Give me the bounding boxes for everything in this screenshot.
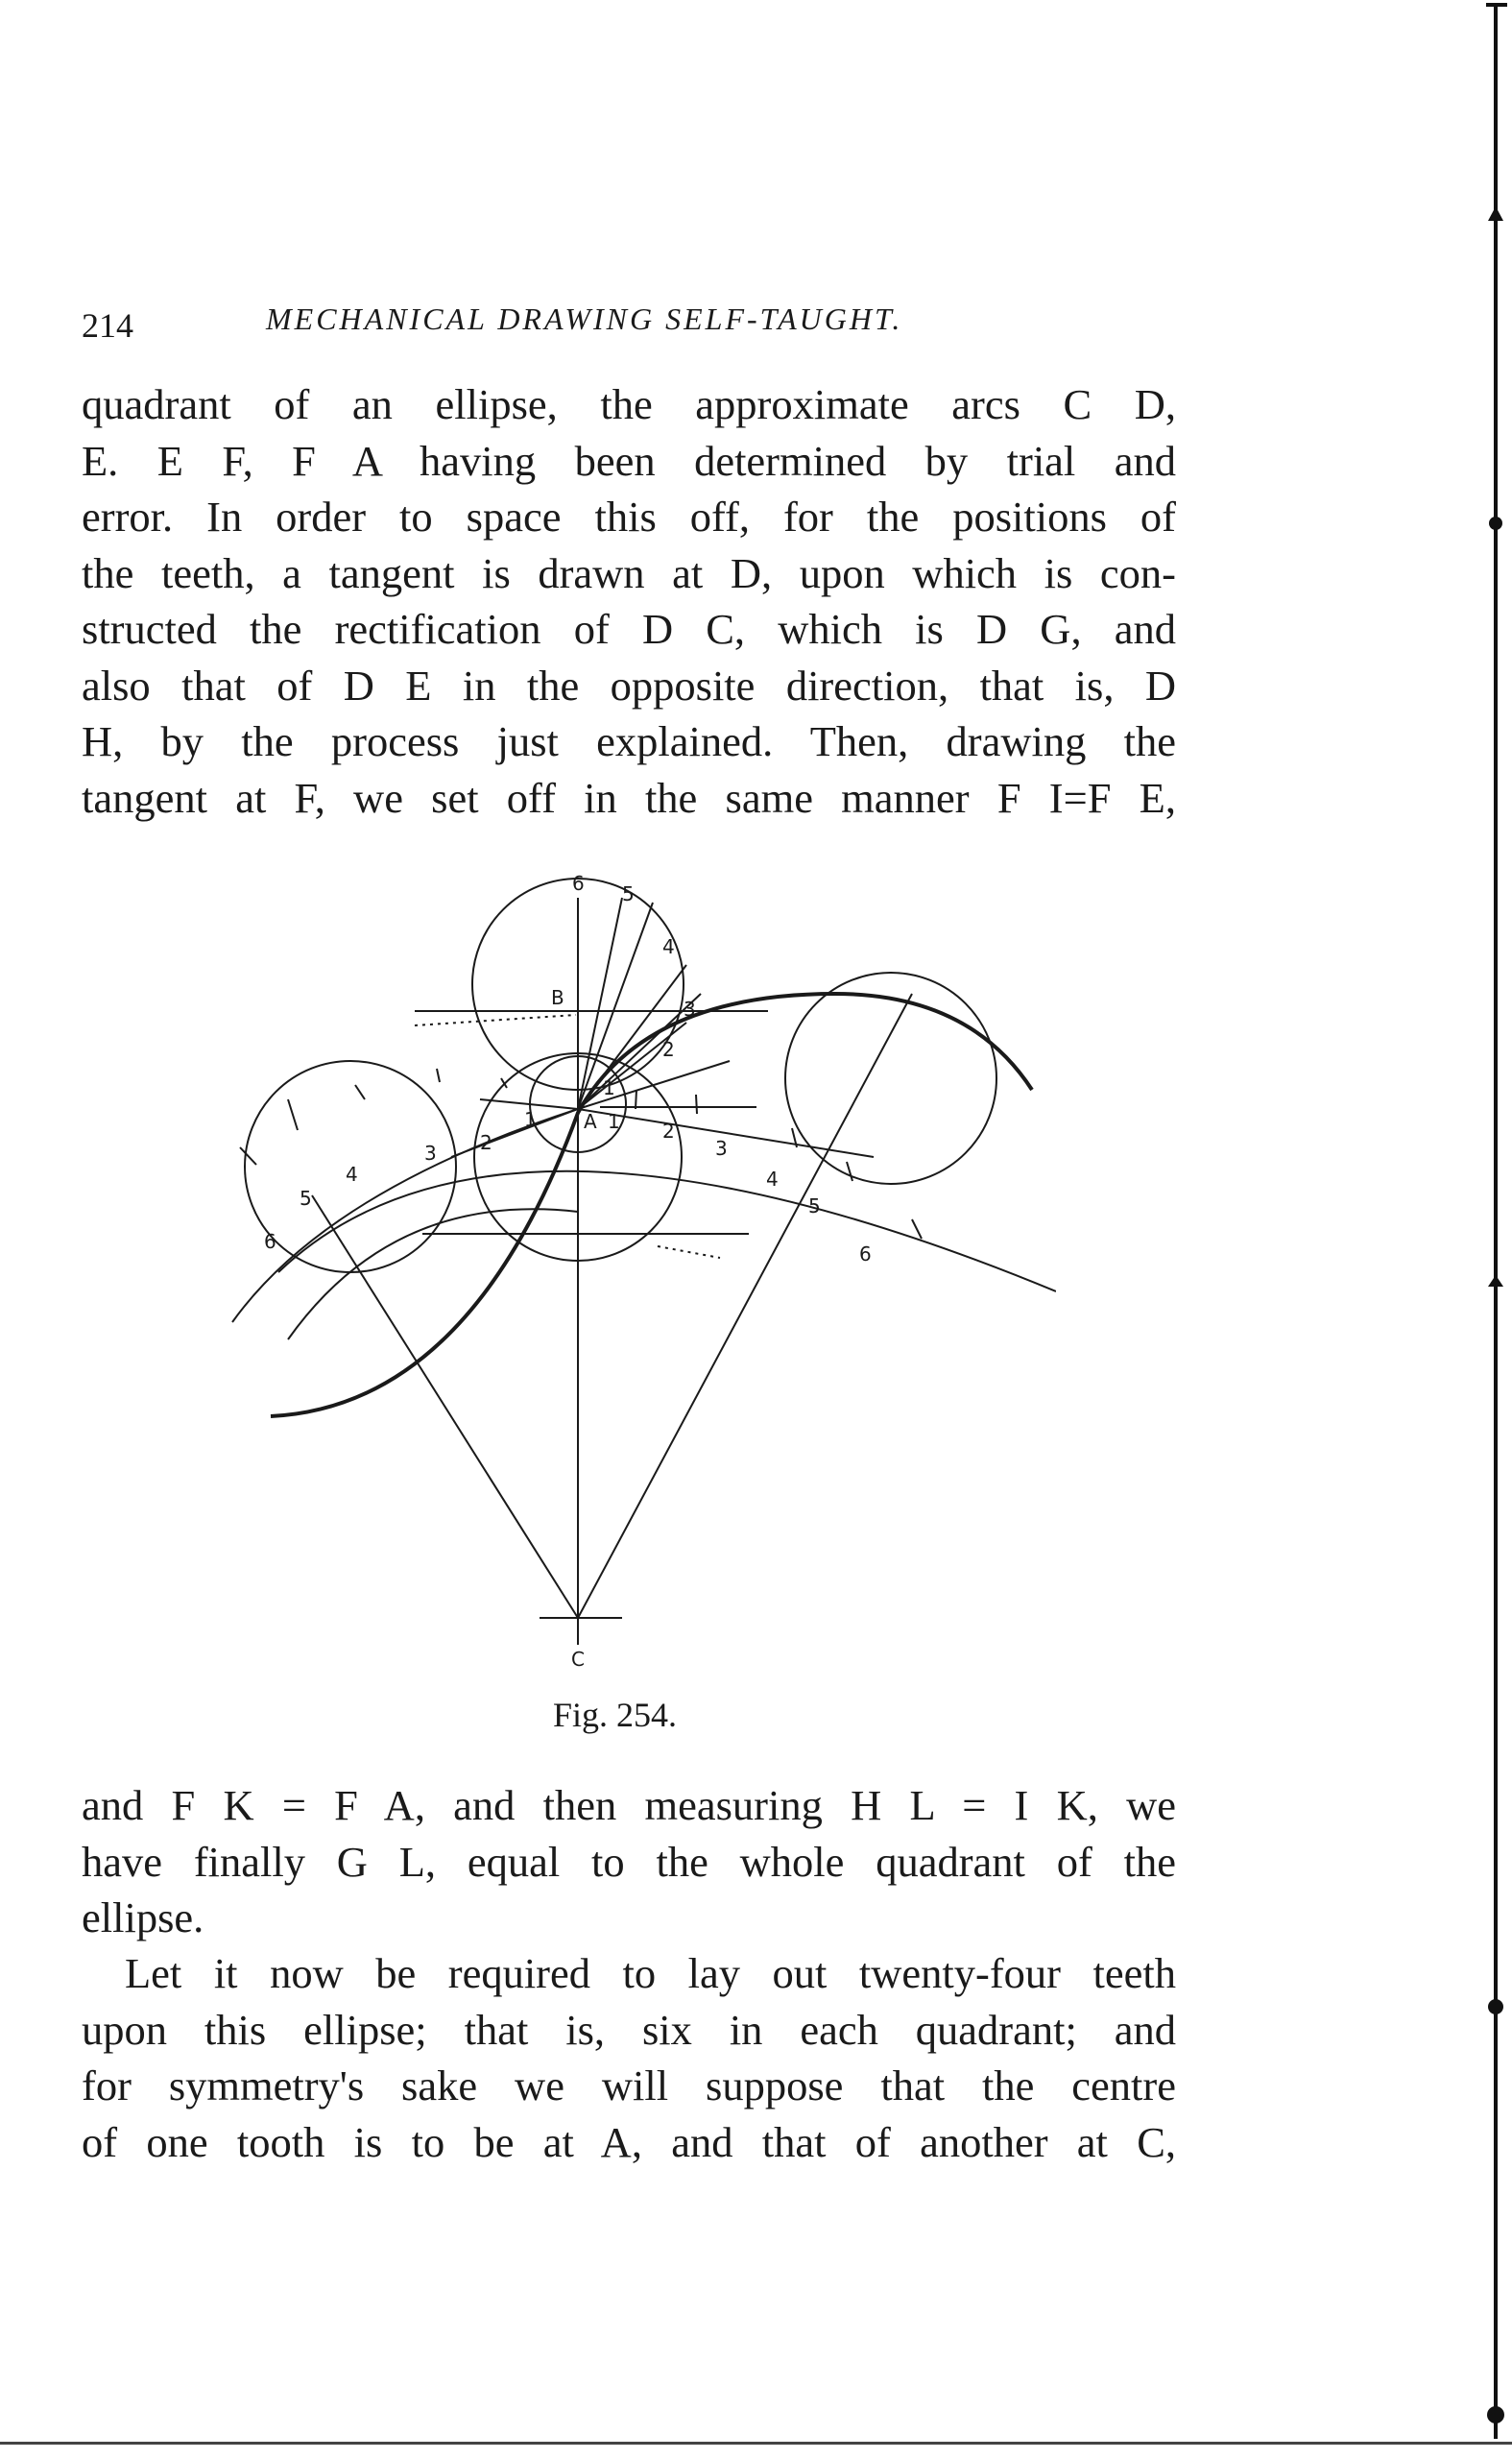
- label-right-3: 3: [715, 1137, 728, 1160]
- binding-edge-rule: [1469, 0, 1512, 2459]
- label-left-2: 2: [480, 1131, 492, 1154]
- running-title: MECHANICAL DRAWING SELF-TAUGHT.: [266, 301, 903, 336]
- circle-right: [785, 973, 996, 1184]
- radial-line-left: [312, 1195, 578, 1618]
- ellipse-quadrant-bold: [271, 994, 1032, 1416]
- label-top-1: 1: [603, 1076, 615, 1099]
- paragraph-2: [82, 1777, 1176, 1946]
- label-left-4: 4: [346, 1163, 358, 1186]
- label-top-3: 3: [684, 998, 696, 1021]
- guide-dashed-low: [658, 1246, 720, 1258]
- figure-caption: Fig. 254.: [553, 1696, 678, 1734]
- ellipse-arc-lower: [288, 1209, 578, 1339]
- label-left-5: 5: [300, 1187, 312, 1210]
- label-left-3: 3: [424, 1142, 437, 1165]
- label-b: B: [551, 986, 564, 1009]
- text-line: structed the rectification of D C, which is D G, and: [82, 605, 1176, 653]
- label-top-6: 6: [572, 872, 585, 895]
- text-line: for symmetry's sake we will suppose that the centre: [82, 2061, 1176, 2109]
- text-line: quadrant of an ellipse, the approximate arcs C D,: [82, 380, 1176, 428]
- tick-right-3: [696, 1095, 697, 1114]
- label-c: C: [571, 1648, 585, 1671]
- text-line: also that of D E in the opposite direction, that is, D: [82, 661, 1176, 710]
- text-line: error. In order to space this off, for the positions of: [82, 493, 1176, 541]
- text-line: tangent at F, we set off in the same manner F I=F E,: [82, 773, 1176, 822]
- ellipse-arc-left: [232, 1109, 578, 1322]
- label-right-1: 1: [608, 1110, 620, 1133]
- text-line: the teeth, a tangent is drawn at D, upon which is con-: [82, 548, 1176, 597]
- tick-left-3: [437, 1069, 440, 1082]
- text-line: H, by the process just explained. Then, drawing the: [82, 717, 1176, 765]
- tick-left-6: [240, 1147, 256, 1165]
- radial-line-8: [451, 1109, 578, 1157]
- label-left-6: 6: [264, 1230, 276, 1253]
- tick-left-5: [288, 1099, 298, 1130]
- label-a: A: [584, 1110, 597, 1133]
- running-header: [82, 296, 1176, 344]
- text-line: have finally G L, equal to the whole quadrant of the: [82, 1837, 1176, 1886]
- label-top-4: 4: [662, 935, 675, 958]
- label-top-2: 2: [662, 1038, 675, 1061]
- label-left-1: 1: [524, 1108, 537, 1131]
- paragraph-3: [82, 1945, 1176, 2170]
- label-top-5: 5: [622, 882, 635, 905]
- text-line: upon this ellipse; that is, six in each quadrant; and: [82, 2005, 1176, 2054]
- page-number: 214: [82, 306, 133, 345]
- figure-254-diagram: [163, 869, 1056, 1685]
- text-line: Let it now be required to lay out twenty-four teeth: [125, 1949, 1176, 1997]
- label-right-4: 4: [766, 1168, 779, 1191]
- text-line: ellipse.: [82, 1893, 204, 1941]
- text-line: E. E F, F A having been determined by trial and: [82, 436, 1176, 485]
- guide-dashed-top: [415, 1015, 576, 1025]
- tick-left-4: [355, 1085, 365, 1099]
- label-right-2: 2: [662, 1120, 675, 1143]
- label-right-5: 5: [808, 1194, 821, 1217]
- tick-right-5: [847, 1162, 852, 1181]
- text-line: of one tooth is to be at A, and that of another at C,: [82, 2117, 1176, 2166]
- bottom-edge-rule: [0, 2442, 1512, 2445]
- radial-line-3: [578, 1061, 730, 1109]
- text-line: and F K = F A, and then measuring H L = I K, we: [82, 1781, 1176, 1829]
- tick-right-6: [912, 1219, 922, 1239]
- radial-line-right: [578, 994, 912, 1618]
- paragraph-1: [82, 376, 1176, 826]
- label-right-6: 6: [859, 1242, 872, 1266]
- ellipse-arc-upper: [278, 1171, 1056, 1291]
